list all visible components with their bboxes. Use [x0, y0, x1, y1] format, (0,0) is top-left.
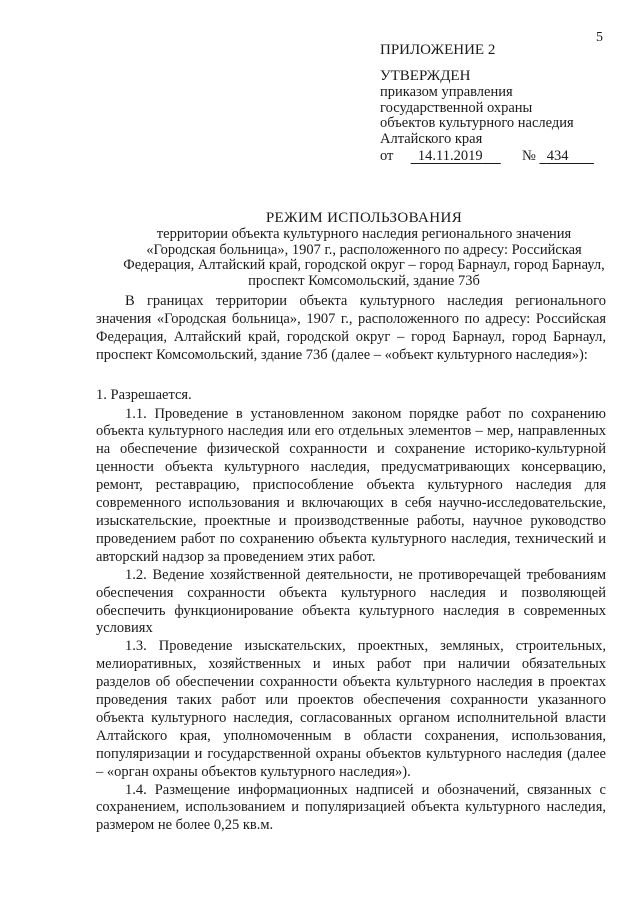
number-prefix: № [522, 148, 536, 164]
intro-paragraph: В границах территории объекта культурного наследия регионального значения «Городская больница», 1907 г., расположенного по адресу: Российская Федерация, Алтайский край, городской округ – город Барнаул, город Барнаул, проспект Комсомольский, здание 73б (далее – «объект культурного наследия»): [96, 293, 606, 363]
title-subtitle-line: Федерация, Алтайский край, городской округ – город Барнаул, город Барнаул, [123, 257, 605, 274]
title-subtitle-line: «Городская больница», 1907 г., расположенного по адресу: Российская [146, 241, 582, 258]
order-line: Алтайского края [380, 130, 483, 147]
appendix-heading: ПРИЛОЖЕНИЕ 2 [380, 42, 496, 58]
title-heading: РЕЖИМ ИСПОЛЬЗОВАНИЯ [265, 210, 463, 226]
section-item: 1.4. Размещение информационных надписей и обозначений, связанных с сохранением, использованием и популяризацией объекта культурного наследия, размером не более 0,25 кв.м. [96, 781, 606, 834]
document-body [96, 293, 606, 835]
section-item: 1.3. Проведение изыскательских, проектных, земляных, строительных, мелиоративных, хозяйственных и иных работ при наличии обязательных разделов об обеспечении сохранности объекта культурного наследия в проектах проведения таких работ или проектов обеспечения сохранности указанного объекта культурного наследия, согласованных органом исполнительной власти Алтайского края, уполномоченным в области сохранения, использования, популяризации и государственной охраны объектов культурного наследия (далее – «орган охраны объектов культурного наследия»). [96, 638, 606, 780]
order-date: 14.11.2019 [417, 148, 483, 164]
section-item: 1.1. Проведение в установленном законом порядке работ по сохранению объекта культурного наследия или его отдельных элементов – мер, направленных на обеспечение физической сохранности и сохранение историко-культурной ценности объекта культурного наследия, предусматривающих консервацию, ремонт, реставрацию, приспособление объекта культурного наследия для современного использования и включающих в себя научно-исследовательские, изыскательские, проектные и производственные работы, научное руководство проведением работ по сохранению объекта культурного наследия, технический и авторский надзор за проведением этих работ. [96, 405, 606, 565]
date-prefix: от [380, 148, 394, 164]
title-subtitle-line: проспект Комсомольский, здание 73б [248, 272, 480, 289]
page-number: 5 [596, 30, 603, 45]
order-date-number [380, 148, 594, 164]
appendix-block [380, 42, 594, 164]
order-number: 434 [546, 148, 569, 164]
section-item: 1.2. Ведение хозяйственной деятельности, не противоречащей требованиям обеспечения сохранности объекта культурного наследия и позволяющей обеспечить функционирование объекта культурного наследия в современных условиях [96, 566, 606, 637]
order-line: государственной охраны [380, 99, 533, 116]
order-line: объектов культурного наследия [380, 115, 574, 131]
order-line: приказом управления [380, 84, 513, 100]
approved-label: УТВЕРЖДЕН [380, 68, 471, 84]
title-subtitle-line: территории объекта культурного наследия регионального значения [156, 226, 572, 242]
document-title [96, 210, 632, 289]
section-heading: 1. Разрешается. [96, 386, 192, 403]
